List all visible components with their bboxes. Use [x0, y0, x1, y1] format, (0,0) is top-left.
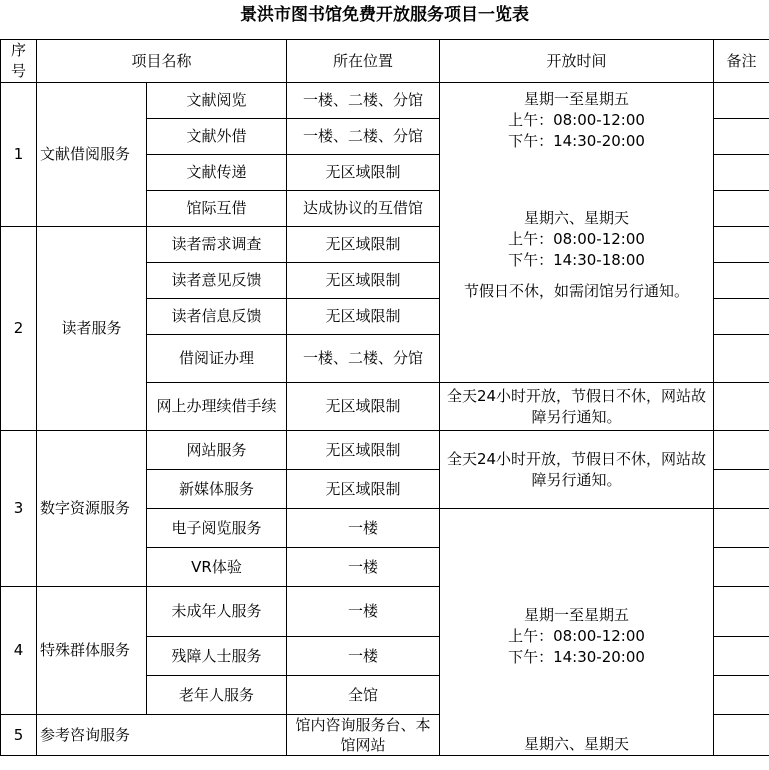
item-location: 一楼、二楼、分馆: [287, 83, 440, 119]
header-hours: 开放时间: [440, 40, 714, 83]
item-location: 无区域限制: [287, 383, 440, 431]
group-category: 文献借阅服务: [37, 83, 147, 227]
group-no: 2: [1, 227, 37, 431]
remark-cell: [714, 155, 769, 191]
item-location: 无区域限制: [287, 431, 440, 470]
remark-cell: [714, 83, 769, 119]
table-row: [1, 83, 769, 119]
hours-weekday-am: 上午：08:00-12:00: [508, 627, 645, 645]
remark-cell: [714, 676, 769, 715]
remark-cell: [714, 548, 769, 587]
group-category: 特殊群体服务: [37, 587, 147, 715]
group-category: 数字资源服务: [37, 431, 147, 587]
item-name: VR体验: [147, 548, 287, 587]
hours-cell: [440, 83, 714, 383]
item-location: 无区域限制: [287, 299, 440, 335]
remark-cell: [714, 715, 769, 756]
remark-cell: [714, 383, 769, 431]
item-location: 一楼: [287, 548, 440, 587]
hours-weekend: 星期六、星期天: [524, 735, 630, 753]
item-name: 读者信息反馈: [147, 299, 287, 335]
remark-cell: [714, 191, 769, 227]
item-name: 文献传递: [147, 155, 287, 191]
item-name: 文献阅览: [147, 83, 287, 119]
item-name: 新媒体服务: [147, 470, 287, 509]
remark-cell: [714, 431, 769, 470]
item-name: 残障人士服务: [147, 637, 287, 676]
header-name: 项目名称: [37, 40, 287, 83]
hours-online-cell: 全天24小时开放，节假日不休，网站故障另行通知。: [440, 431, 714, 509]
remark-cell: [714, 335, 769, 383]
item-name: 网站服务: [147, 431, 287, 470]
hours-weekday-pm: 下午：14:30-20:00: [508, 132, 645, 150]
item-name: 网上办理续借手续: [147, 383, 287, 431]
header-remarks: 备注: [714, 40, 769, 83]
hours-weekday: 星期一至星期五: [524, 90, 630, 108]
hours-weekday: 星期一至星期五: [524, 606, 630, 624]
item-location: 全馆: [287, 676, 440, 715]
item-name: 读者意见反馈: [147, 263, 287, 299]
hours-weekday-am: 上午：08:00-12:00: [508, 111, 645, 129]
item-name: 借阅证办理: [147, 335, 287, 383]
group-no: 3: [1, 431, 37, 587]
item-name: 文献外借: [147, 119, 287, 155]
item-location: 无区域限制: [287, 470, 440, 509]
hours-cell: [440, 509, 714, 756]
table-row: [1, 431, 769, 470]
remark-cell: [714, 470, 769, 509]
group-category: 参考咨询服务: [37, 715, 287, 756]
item-location: 馆内咨询服务台、本馆网站: [287, 715, 440, 756]
item-name: 电子阅览服务: [147, 509, 287, 548]
hours-weekend-am: 上午：08:00-12:00: [508, 230, 645, 248]
hours-weekend-pm: 下午：14:30-18:00: [508, 251, 645, 269]
group-no: 4: [1, 587, 37, 715]
page-title: 景洪市图书馆免费开放服务项目一览表: [240, 5, 529, 25]
item-location: 一楼: [287, 509, 440, 548]
remark-cell: [714, 509, 769, 548]
remark-cell: [714, 119, 769, 155]
hours-online-cell: 全天24小时开放，节假日不休，网站故障另行通知。: [440, 383, 714, 431]
hours-weekday-pm: 下午：14:30-20:00: [508, 648, 645, 666]
item-location: 无区域限制: [287, 263, 440, 299]
remark-cell: [714, 299, 769, 335]
remark-cell: [714, 637, 769, 676]
hours-holiday: 节假日不休，如需闭馆另行通知。: [464, 282, 690, 300]
services-table: [0, 39, 769, 756]
item-location: 一楼、二楼、分馆: [287, 335, 440, 383]
remark-cell: [714, 227, 769, 263]
item-location: 无区域限制: [287, 227, 440, 263]
hours-weekend: 星期六、星期天: [524, 209, 630, 227]
header-no: 序号: [1, 40, 37, 83]
group-category: 读者服务: [37, 227, 147, 431]
item-location: 一楼、二楼、分馆: [287, 119, 440, 155]
item-location: 达成协议的互借馆: [287, 191, 440, 227]
table-header-row: [1, 40, 769, 83]
item-location: 一楼: [287, 587, 440, 637]
item-name: 馆际互借: [147, 191, 287, 227]
remark-cell: [714, 587, 769, 637]
item-name: 未成年人服务: [147, 587, 287, 637]
item-location: 一楼: [287, 637, 440, 676]
remark-cell: [714, 263, 769, 299]
item-name: 读者需求调查: [147, 227, 287, 263]
group-no: 5: [1, 715, 37, 756]
item-name: 老年人服务: [147, 676, 287, 715]
item-location: 无区域限制: [287, 155, 440, 191]
header-location: 所在位置: [287, 40, 440, 83]
group-no: 1: [1, 83, 37, 227]
